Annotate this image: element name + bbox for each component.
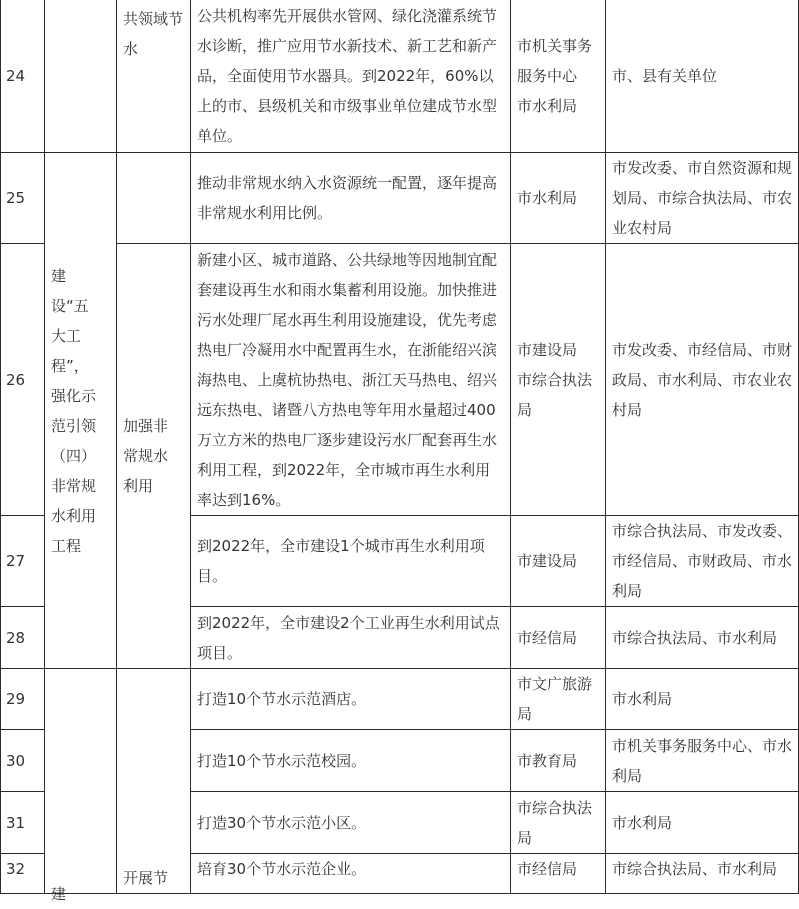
task-description: 公共机构率先开展供水管网、绿化浇灌系统节水诊断，推广应用节水新技术、新工艺和新产品，全面使用节水器具。到2022年，60%以上的市、县级机关和市级事业单位建成节水型单位。 xyxy=(191,0,511,153)
category-line: 建 xyxy=(51,885,67,903)
category-line: 程”， xyxy=(51,356,89,375)
category-line: 非常规 xyxy=(51,476,97,495)
subcategory-line: 加强非 xyxy=(123,417,169,435)
cooperating-units: 市发改委、市自然资源和规划局、市综合执法局、市农业农村局 xyxy=(606,153,799,244)
row-number: 30 xyxy=(1,730,45,792)
row-number: 31 xyxy=(1,792,45,854)
category-cell xyxy=(45,153,117,669)
lead-unit: 市文广旅游局 xyxy=(511,669,606,730)
cooperating-units: 市水利局 xyxy=(606,792,799,854)
subcategory-cell: 共领域节水 xyxy=(117,0,191,153)
table-row xyxy=(1,669,799,730)
category-cell xyxy=(45,669,117,903)
category-line: 强化示 xyxy=(51,386,97,405)
category-line: 大工 xyxy=(51,326,82,345)
table-row xyxy=(1,0,799,153)
task-description: 新建小区、城市道路、公共绿地等因地制宜配套建设再生水和雨水集蓄利用设施。加快推进污水处理厂尾水再生利用设施建设，优先考虑热电厂冷凝用水中配置再生水，在浙能绍兴滨海热电、上虞杭协热电、浙江天马热电、绍兴远东热电、诸暨八方热电等年用水量超过400万立方米的热电厂逐步建设污水厂配套再生水利用工程，到2022年，全市城市再生水利用率达到16%。 xyxy=(191,244,511,516)
task-description: 培育30个节水示范企业。 xyxy=(191,854,511,894)
lead-unit: 市水利局 xyxy=(511,153,606,244)
category-line: 工程 xyxy=(51,536,82,555)
row-number: 24 xyxy=(1,0,45,153)
table-row xyxy=(1,153,799,244)
cooperating-units: 市水利局 xyxy=(606,669,799,730)
category-cell-empty xyxy=(45,0,117,153)
row-number: 27 xyxy=(1,516,45,607)
cooperating-units: 市综合执法局、市水利局 xyxy=(606,854,799,894)
task-description: 推动非常规水纳入水资源统一配置，逐年提高非常规水利用比例。 xyxy=(191,153,511,244)
table-row xyxy=(1,244,799,516)
row-number: 28 xyxy=(1,607,45,669)
row-number: 29 xyxy=(1,669,45,730)
subcategory-cell-empty xyxy=(117,153,191,244)
category-line: 建 xyxy=(51,266,67,285)
category-line: 设“五 xyxy=(51,296,89,315)
category-line: （四） xyxy=(51,446,97,465)
task-description: 到2022年，全市建设1个城市再生水利用项目。 xyxy=(191,516,511,607)
cooperating-units: 市综合执法局、市发改委、市经信局、市财政局、市水利局 xyxy=(606,516,799,607)
cooperating-units: 市机关事务服务中心、市水利局 xyxy=(606,730,799,792)
subcategory-line: 利用 xyxy=(123,477,154,495)
row-number: 32 xyxy=(1,854,45,894)
category-line: 水利用 xyxy=(51,506,97,525)
cooperating-units: 市发改委、市经信局、市财政局、市水利局、市农业农村局 xyxy=(606,244,799,516)
task-description: 打造10个节水示范酒店。 xyxy=(191,669,511,730)
lead-unit: 市机关事务服务中心 市水利局 xyxy=(511,0,606,153)
lead-unit: 市综合执法局 xyxy=(511,792,606,854)
row-number: 25 xyxy=(1,153,45,244)
subcategory-cell xyxy=(117,669,191,894)
task-description: 打造30个节水示范小区。 xyxy=(191,792,511,854)
subcategory-cell xyxy=(117,244,191,669)
cooperating-units: 市综合执法局、市水利局 xyxy=(606,607,799,669)
subcategory-line: 开展节 xyxy=(123,869,169,887)
task-description: 到2022年，全市建设2个工业再生水利用试点项目。 xyxy=(191,607,511,669)
lead-unit: 市建设局 市综合执法局 xyxy=(511,244,606,516)
lead-unit: 市经信局 xyxy=(511,854,606,894)
lead-unit: 市建设局 xyxy=(511,516,606,607)
lead-unit: 市经信局 xyxy=(511,607,606,669)
subcategory-line: 常规水 xyxy=(123,447,169,465)
lead-unit: 市教育局 xyxy=(511,730,606,792)
task-description: 打造10个节水示范校园。 xyxy=(191,730,511,792)
row-number: 26 xyxy=(1,244,45,516)
category-line: 范引领 xyxy=(51,416,97,435)
cooperating-units: 市、县有关单位 xyxy=(606,0,799,153)
